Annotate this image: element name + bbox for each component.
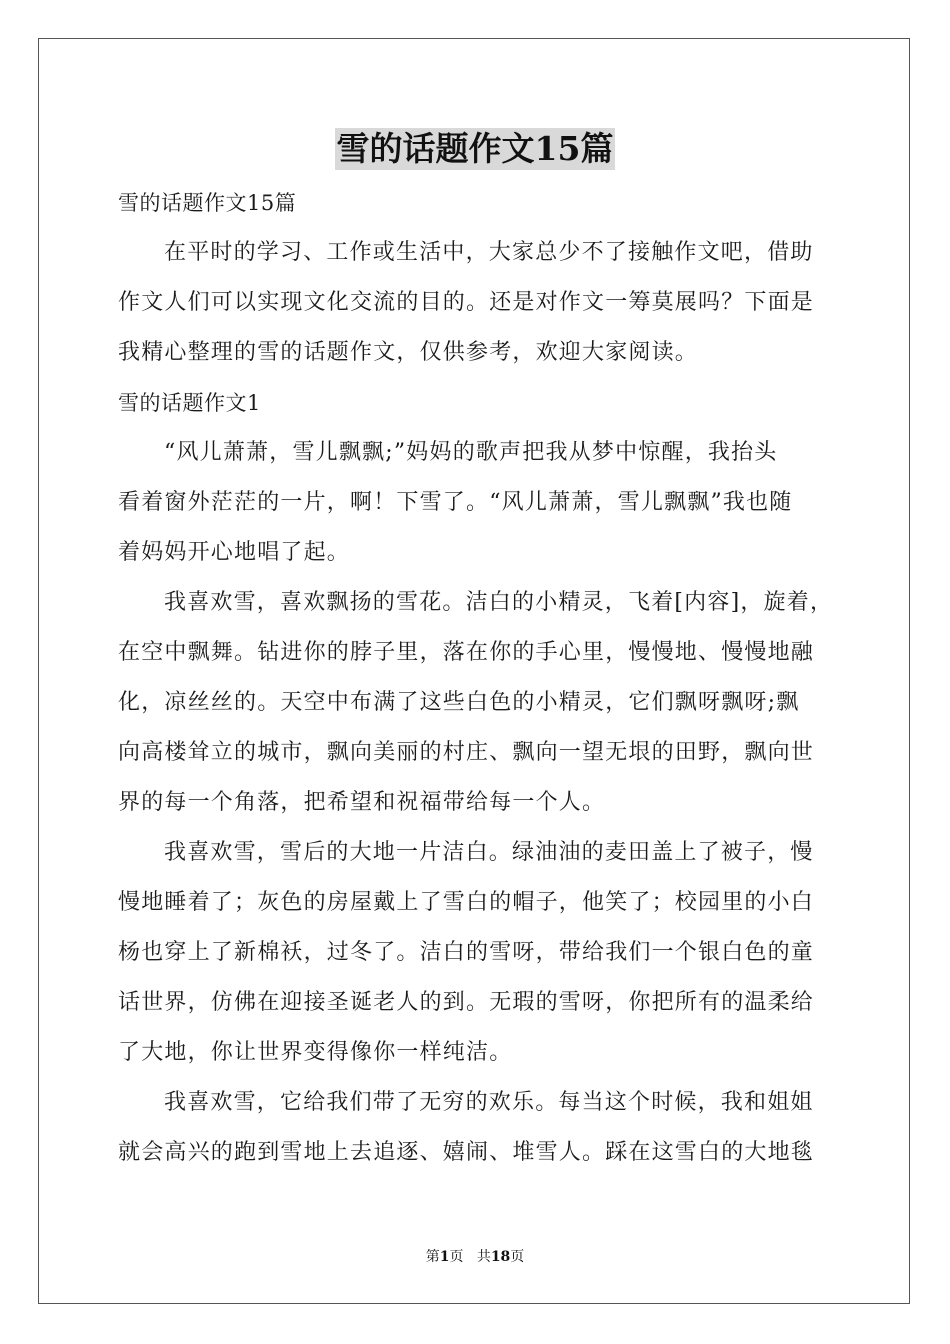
total-pages: 18 (490, 1249, 511, 1265)
document-body (118, 178, 834, 1178)
text-line: 我喜欢雪，喜欢飘扬的雪花。洁白的小精灵，飞着[内容]，旋着， (164, 590, 834, 615)
text-line: 着妈妈开心地唱了起。 (118, 540, 351, 565)
paragraph-4 (118, 1078, 834, 1178)
text-line: 话世界，仿佛在迎接圣诞老人的到。无瑕的雪呀，你把所有的温柔给 (118, 990, 815, 1015)
page-label: 页 (449, 1249, 464, 1265)
paragraph-2 (118, 578, 834, 828)
text-line: 在空中飘舞。钻进你的脖子里，落在你的手心里，慢慢地、慢慢地融 (118, 640, 815, 665)
text-line: 杨也穿上了新棉袄，过冬了。洁白的雪呀，带给我们一个银白色的童 (118, 940, 815, 965)
text-line: 界的每一个角落，把希望和祝福带给每一个人。 (118, 790, 606, 815)
section-heading: 雪的话题作文1 (118, 391, 261, 415)
page-prefix: 第 (425, 1249, 440, 1265)
page-number: 1 (439, 1249, 450, 1265)
intro-paragraph (118, 228, 834, 378)
document-title: 雪的话题作文15篇 (336, 129, 614, 168)
total-label: 页 (510, 1249, 525, 1265)
text-line: 了大地，你让世界变得像你一样纯洁。 (118, 1040, 513, 1065)
text-line: 向高楼耸立的城市，飘向美丽的村庄、飘向一望无垠的田野，飘向世 (118, 740, 815, 765)
text-line: 作文人们可以实现文化交流的目的。还是对作文一筹莫展吗？下面是 (118, 290, 815, 315)
page-footer (0, 1246, 950, 1266)
title-container (0, 128, 950, 170)
text-line: 慢地睡着了；灰色的房屋戴上了雪白的帽子，他笑了；校园里的小白 (118, 890, 815, 915)
text-line: 我精心整理的雪的话题作文，仅供参考，欢迎大家阅读。 (118, 340, 699, 365)
total-prefix: 共 (476, 1249, 491, 1265)
text-line: 就会高兴的跑到雪地上去追逐、嬉闹、堆雪人。踩在这雪白的大地毯 (118, 1140, 815, 1165)
text-line: 在平时的学习、工作或生活中，大家总少不了接触作文吧，借助 (164, 240, 814, 265)
text-line: “风儿萧萧，雪儿飘飘;”妈妈的歌声把我从梦中惊醒，我抬头 (164, 440, 778, 465)
paragraph-1 (118, 428, 834, 578)
text-line: 看着窗外茫茫的一片，啊！下雪了。“风儿萧萧，雪儿飘飘”我也随 (118, 490, 793, 515)
text-line: 我喜欢雪，雪后的大地一片洁白。绿油油的麦田盖上了被子，慢 (164, 840, 814, 865)
document-subtitle: 雪的话题作文15篇 (118, 191, 297, 215)
text-line: 化，凉丝丝的。天空中布满了这些白色的小精灵，它们飘呀飘呀;飘 (118, 690, 800, 715)
paragraph-3 (118, 828, 834, 1078)
text-line: 我喜欢雪，它给我们带了无穷的欢乐。每当这个时候，我和姐姐 (164, 1090, 814, 1115)
